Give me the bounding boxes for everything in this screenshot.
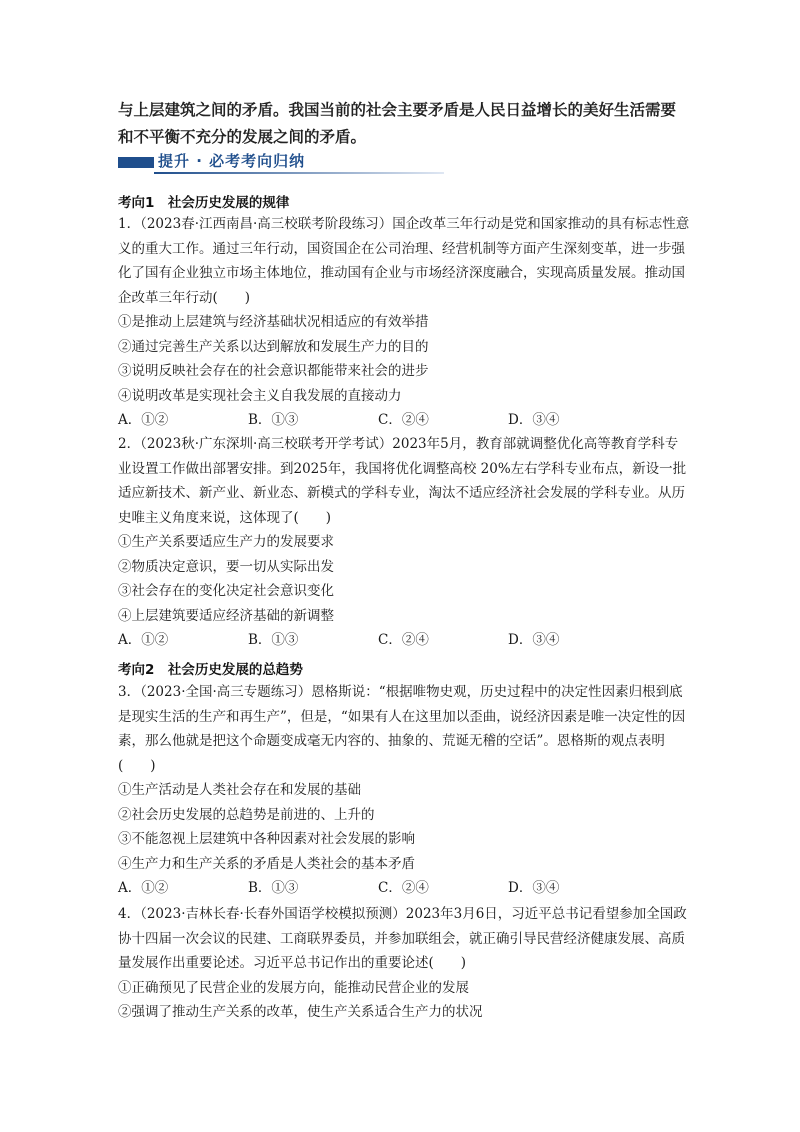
statement-item: ①是推动上层建筑与经济基础状况相适应的有效举措 [118,314,429,330]
section-heading-1: 考向1 社会历史发展的规律 [118,195,290,211]
question-stem: 3．（2023·全国·高三专题练习）恩格斯说：“根据唯物史观，历史过程中的决定性因素归根到底是现实生活的生产和再生产”，但是，“如果有人在这里加以歪曲，说经济因素是唯一决定性的因素，那么他就是把这个命题变成毫无内容的、抽象的、荒诞无稽的空话”。恩格斯的观点表明( ) [118,684,686,774]
question-stem: 4．（2023·吉林长春·长春外国语学校模拟预测）2023年3月6日，习近平总书记看望参加全国政协十四届一次会议的民建、工商联界委员，并参加联组会，就正确引导民营经济健康发展、高质量发展作出重要论述。习近平总书记作出的重要论述( ) [118,906,687,971]
statement-item: ②物质决定意识，要一切从实际出发 [118,558,334,575]
option-b: B．①③ [248,880,299,896]
section-banner [118,152,438,178]
statement-item: ④生产力和生产关系的矛盾是人类社会的基本矛盾 [118,855,415,872]
statement-item: ③说明反映社会存在的社会意识都能带来社会的进步 [118,363,429,379]
statement-item: ②社会历史发展的总趋势是前进的、上升的 [118,806,375,823]
statement-item: ①正确预见了民营企业的发展方向，能推动民营企业的发展 [118,979,469,996]
option-a: A．①② [118,880,169,896]
intro-paragraph: 与上层建筑之间的矛盾。我国当前的社会主要矛盾是人民日益增长的美好生活需要和不平衡不充分的发展之间的矛盾。 [118,101,677,146]
statement-item: ③社会存在的变化决定社会意识变化 [118,583,334,599]
question-1 [118,212,690,433]
statement-item: ④上层建筑要适应经济基础的新调整 [118,607,334,624]
option-c: C．②④ [378,880,429,896]
option-d: D．③④ [508,412,560,428]
question-2 [118,432,690,653]
option-d: D．③④ [508,632,560,648]
statement-item: ①生产关系要适应生产力的发展要求 [118,534,334,550]
answer-options [118,876,638,901]
answer-options [118,408,638,433]
banner-underline-decoration [154,172,444,174]
statement-item: ②强调了推动生产关系的改革，使生产关系适合生产力的状况 [118,1004,483,1020]
banner-title: 提升 · 必考考向归纳 [158,152,306,170]
question-stem: 1．（2023春·江西南昌·高三校联考阶段练习）国企改革三年行动是党和国家推动的具有标志性意义的重大工作。通过三年行动，国资国企在公司治理、经营机制等方面产生深刻变革，进一步强化了国有企业独立市场主体地位，推动国有企业与市场经济深度融合，实现高质量发展。推动国企改革三年行动( ) [118,216,690,306]
statement-item: ③不能忽视上层建筑中各种因素对社会发展的影响 [118,831,415,847]
statement-item: ②通过完善生产关系以达到解放和发展生产力的目的 [118,338,429,355]
banner-bar-decoration [118,157,154,168]
section-heading-2: 考向2 社会历史发展的总趋势 [118,662,303,678]
option-b: B．①③ [248,632,299,648]
option-c: C．②④ [378,412,429,428]
option-b: B．①③ [248,412,299,428]
question-stem: 2．（2023秋·广东深圳·高三校联考开学考试）2023年5月，教育部就调整优化高等教育学科专业设置工作做出部署安排。到2025年，我国将优化调整高校 20%左右学科专业布点，新设一批适应新技术、新产业、新业态、新模式的学科专业，淘汰不适应经济社会发展的学科专业。从历史唯主义角度来说，这体现了( ) [118,436,687,526]
question-4 [118,902,690,1025]
statement-item: ④说明改革是实现社会主义自我发展的直接动力 [118,387,402,404]
statement-item: ①生产活动是人类社会存在和发展的基础 [118,782,361,798]
option-a: A．①② [118,412,169,428]
option-c: C．②④ [378,632,429,648]
option-d: D．③④ [508,880,560,896]
option-a: A．①② [118,632,169,648]
question-3 [118,680,690,901]
answer-options [118,628,638,653]
